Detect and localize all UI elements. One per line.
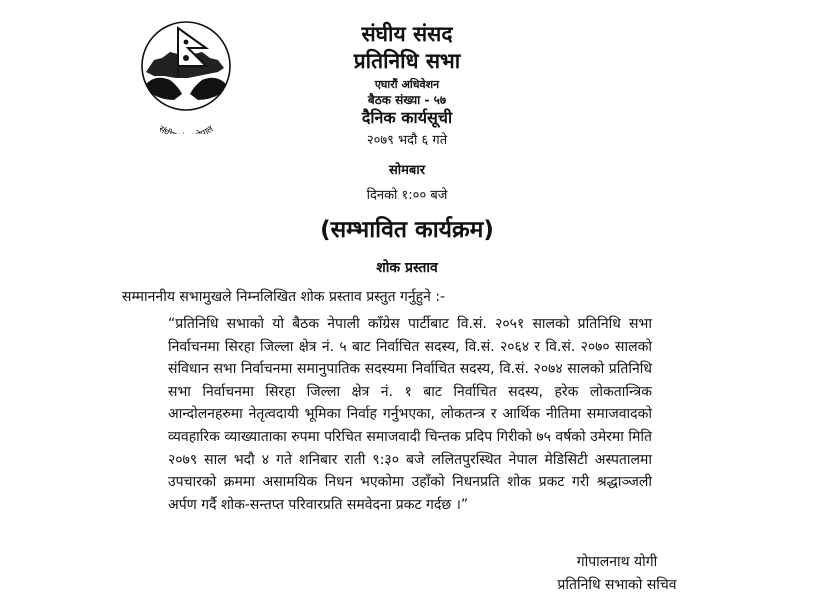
doc-subtitle: प्रतिनिधि सभा [353, 49, 461, 73]
program-heading: (सम्भावित कार्यक्रम) [320, 217, 494, 243]
meeting-time: दिनको १:०० बजे [366, 188, 448, 203]
meeting-date: २०७९ भदौ ६ गते [366, 133, 448, 148]
section-heading: शोक प्रस्ताव [376, 260, 438, 276]
meeting-weekday: सोमबार [388, 163, 426, 178]
intro-text: सम्माननीय सभामुखले निम्नलिखित शोक प्रस्ताव प्रस्तुत गर्नुहुने :- [122, 289, 446, 305]
signatory-title: प्रतिनिधि सभाको सचिव [557, 577, 677, 593]
doc-title: संघीय संसद [361, 22, 453, 46]
meeting-number: बैठक संख्या - ५७ [367, 93, 447, 107]
agenda-title: दैनिक कार्यसूची [361, 108, 453, 127]
session-label: एघारौं अधिवेशन [374, 78, 440, 91]
emblem-caption: संघी पाल [156, 124, 216, 134]
condolence-paragraph: “प्रतिनिधि सभाको यो बैठक नेपाली काँग्रेस पार्टीबाट वि.सं. २०५१ सालको प्रतिनिधि सभा निर्वाचनमा सिरहा जिल्ला क्षेत्र नं. ५ बाट निर्वाचित सदस्य, वि.सं. २०६४ र वि.सं. २०७० सालको संविधान सभा निर्वाचनमा समानुपातिक सदस्यमा निर्वाचित सदस्य, वि.सं. २०७४ सालको प्रतिनिधि सभा निर्वाचनमा सिरहा जिल्ला क्षेत्र नं. १ बाट निर्वाचित सदस्य, हरेक लोकतान्त्रिक आन्दोलनहरुमा नेतृत्वदायी भूमिका निर्वाह गर्नुभएका, लोकतन्त्र र आर्थिक नीतिमा समाजवादको व्यवहारिक व्याख्याताका रुपमा परिचित समाजवादी चिन्तक प्रदिप गिरीको ७५ वर्षको उमेरमा मिति २०७९ साल भदौ ४ गते शनिबार राती ९:३० बजे ललितपुरस्थित नेपाल मेडिसिटी अस्पतालमा उपचारको क्रममा असामयिक निधन भएकोमा उहाँको निधनप्रति शोक प्रकट गरी श्रद्धाञ्जली अर्पण गर्दै शोक-सन्तप्त परिवारप्रति समवेदना प्रकट गर्दछ ।” [168, 316, 652, 513]
signatory-name: गोपालनाथ योगी [576, 554, 658, 570]
